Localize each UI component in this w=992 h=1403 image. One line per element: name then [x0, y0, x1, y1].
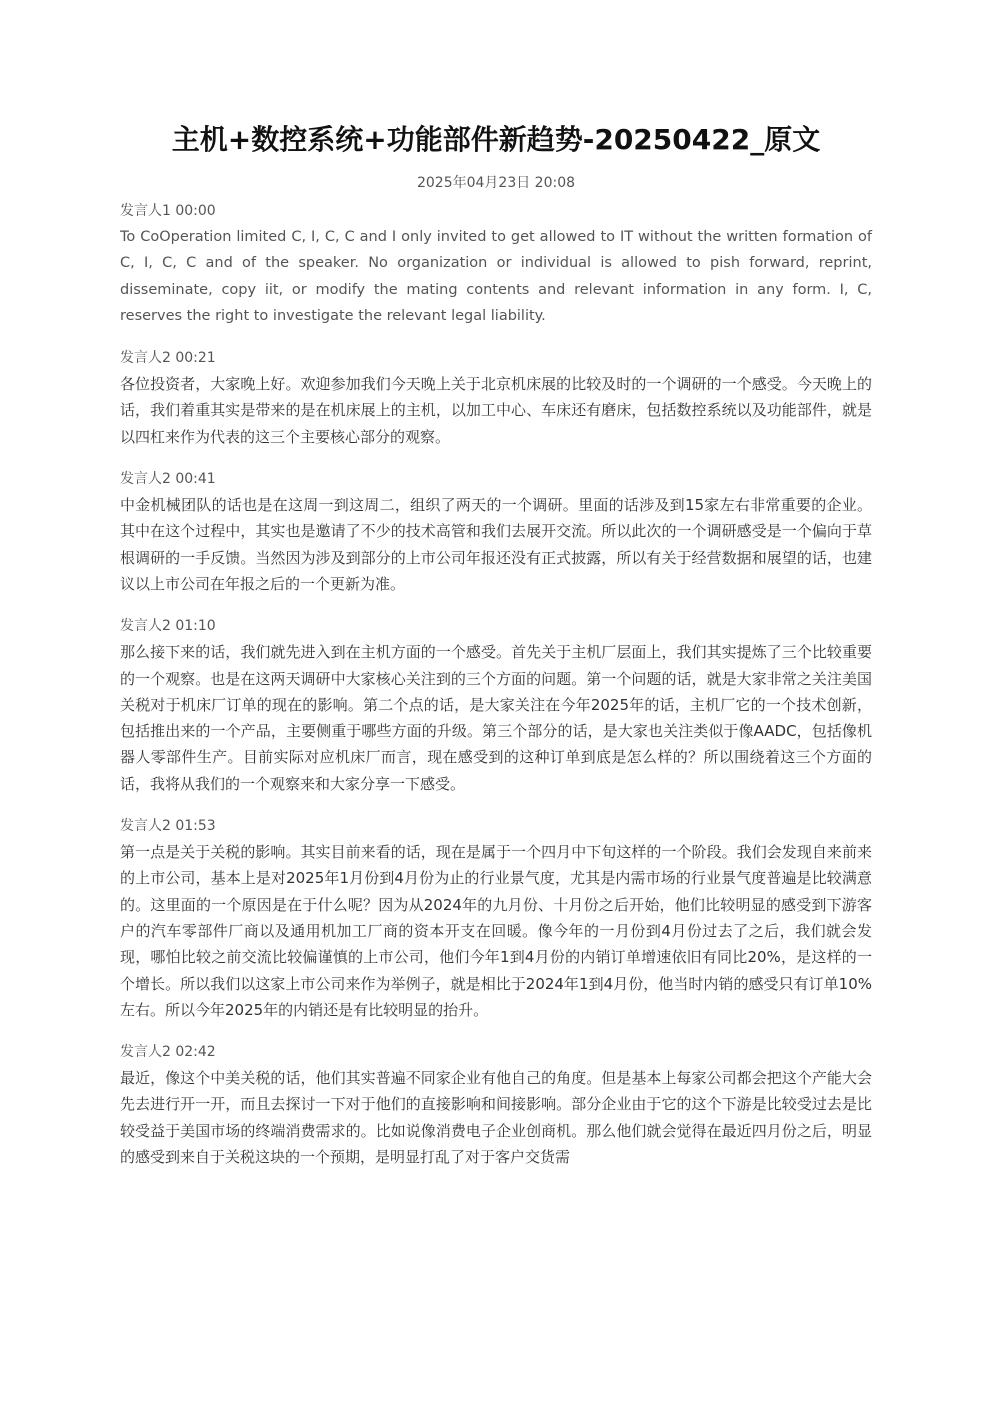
speaker-timestamp: 发言人2 02:42 [120, 1044, 216, 1061]
document-title: 主机+数控系统+功能部件新趋势-20250422_原文 [171, 123, 821, 156]
speaker-timestamp: 发言人2 00:21 [120, 350, 216, 367]
speaker-timestamp: 发言人2 00:41 [120, 471, 216, 488]
segment-text: 那么接下来的话，我们就先进入到在主机方面的一个感受。首先关于主机厂层面上，我们其实提炼了三个比较重要的一个观察。也是在这两天调研中大家核心关注到的三个方面的问题。第一个问题的话，就是大家非常之关注美国关税对于机床厂订单的现在的影响。第二个点的话，是大家关注在今年2025年的话，主机厂它的一个技术创新，包括推出来的一个产品，主要侧重于哪些方面的升级。第三个部分的话，是大家也关注类似于像AADC，包括像机器人零部件生产。目前实际对应机床厂而言，现在感受到的这种订单到底是怎么样的？所以围绕着这三个方面的话，我将从我们的一个观察来和大家分享一下感受。 [120, 643, 872, 793]
transcript-body [120, 198, 872, 1186]
transcript-segment [120, 466, 872, 597]
segment-text: 最近，像这个中美关税的话，他们其实普遍不同家企业有他自己的角度。但是基本上每家公司都会把这个产能大会先去进行开一开，而且去探讨一下对于他们的直接影响和间接影响。部分企业由于它的这个下游是比较受过去是比较受益于美国市场的终端消费需求的。比如说像消费电子企业创商机。那么他们就会觉得在最近四月份之后，明显的感受到来自于关税这块的一个预期，是明显打乱了对于客户交货需 [120, 1069, 872, 1167]
segment-text: 第一点是关于关税的影响。其实目前来看的话，现在是属于一个四月中下旬这样的一个阶段。我们会发现自来前来的上市公司，基本上是对2025年1月份到4月份为止的行业景气度，尤其是内需市场的行业景气度普遍是比较满意的。这里面的一个原因是在于什么呢？因为从2024年的九月份、十月份之后开始，他们比较明显的感受到下游客户的汽车零部件厂商以及通用机加工厂商的资本开支在回暖。像今年的一月份到4月份过去了之后，我们就会发现，哪怕比较之前交流比较偏谨慎的上市公司，他们今年1到4月份的内销订单增速依旧有同比20%，是这样的一个增长。所以我们以这家上市公司来作为举例子，就是相比于2024年1到4月份，他当时内销的感受只有订单10%左右。所以今年2025年的内销还是有比较明显的抬升。 [120, 843, 872, 1019]
document-date: 2025年04月23日 20:08 [416, 175, 576, 191]
transcript-segment [120, 198, 872, 329]
segment-text: 各位投资者，大家晚上好。欢迎参加我们今天晚上关于北京机床展的比较及时的一个调研的一个感受。今天晚上的话，我们着重其实是带来的是在机床展上的主机，以加工中心、车床还有磨床，包括数控系统以及功能部件，就是以四杠来作为代表的这三个主要核心部分的观察。 [120, 375, 872, 446]
speaker-timestamp: 发言人2 01:53 [120, 818, 216, 835]
transcript-segment [120, 1039, 872, 1170]
transcript-segment [120, 345, 872, 450]
transcript-segment [120, 613, 872, 797]
segment-text: 中金机械团队的话也是在这周一到这周二，组织了两天的一个调研。里面的话涉及到15家左右非常重要的企业。其中在这个过程中，其实也是邀请了不少的技术高管和我们去展开交流。所以此次的一个调研感受是一个偏向于草根调研的一手反馈。当然因为涉及到部分的上市公司年报还没有正式披露，所以有关于经营数据和展望的话，也建议以上市公司在年报之后的一个更新为准。 [120, 496, 872, 593]
segment-text: To CoOperation limited C, I, C, C and I only invited to get allowed to IT without the written formation of C, I, C, C and of the speaker. No organization or individual is allowed to pish forward, reprint, disseminate, copy iit, or modify the mating contents and relevant information in any form. I, C, reserves the right to investigate the relevant legal liability. [120, 229, 872, 324]
speaker-timestamp: 发言人1 00:00 [120, 203, 216, 219]
transcript-segment [120, 813, 872, 1023]
speaker-timestamp: 发言人2 01:10 [120, 618, 216, 635]
